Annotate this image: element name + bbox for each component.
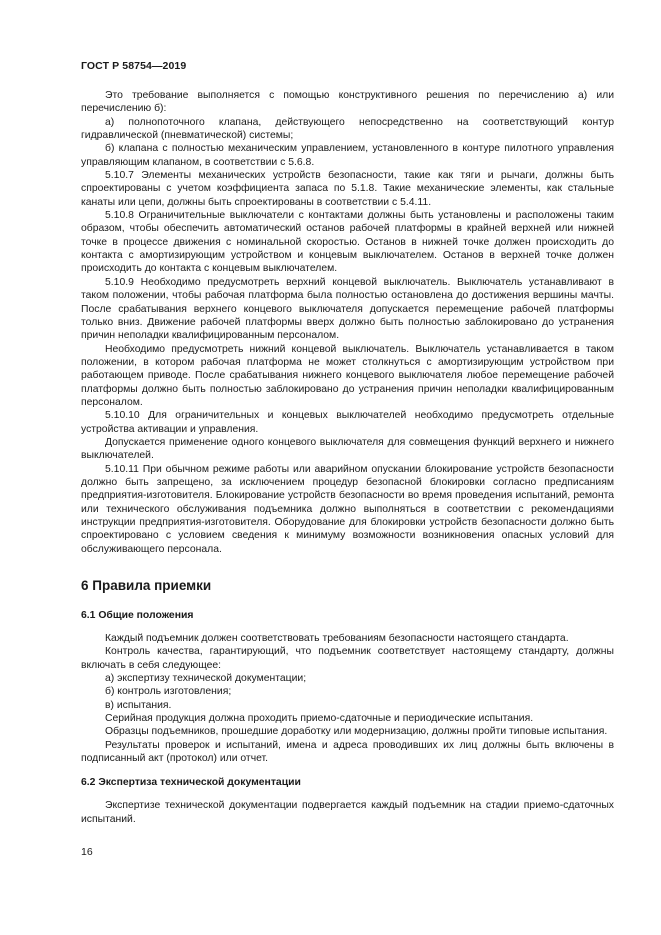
paragraph-requirement: Это требование выполняется с помощью конструктивного решения по перечислению а) или перечислению б): <box>81 90 614 115</box>
paragraph-6-1-d: Образцы подъемников, прошедшие доработку или модернизацию, должны пройти типовые испытания. <box>105 726 608 738</box>
paragraph-5-10-7: 5.10.7 Элементы механических устройств безопасности, такие как тяги и рычаги, должны быть спроектированы с учетом коэффициента запаса по 5.1.8. Такие механические элементы, как стальные канаты или цепи, должны быть спроектированы в соответствии с 5.4.11. <box>81 170 614 208</box>
paragraph-lower-switch: Необходимо предусмотреть нижний концевой выключатель. Выключатель устанавливается в таком положении, в котором рабочая платформа не может столкнуться с амортизирующим устройством при работающем приводе. После срабатывания нижнего концевого выключателя любое перемещение рабочей платформы должно быть полностью заблокировано до устранения причин неполадки квалифицированным персоналом. <box>81 343 614 408</box>
paragraph-6-1-b: Контроль качества, гарантирующий, что подъемник соответствует настоящему стандарту, должны включать в себя следующее: <box>81 646 614 671</box>
section-6-title: 6 Правила приемки <box>81 578 212 594</box>
section-6-1-title: 6.1 Общие положения <box>81 610 194 622</box>
paragraph-5-10-10: 5.10.10 Для ограничительных и концевых выключателей необходимо предусмотреть отдельные устройства активации и управления. <box>81 410 614 435</box>
paragraph-6-2-a: Экспертизе технической документации подвергается каждый подъемник на стадии приемо-сдаточных испытаний. <box>81 800 614 825</box>
section-6-2-title: 6.2 Экспертиза технической документации <box>81 777 301 789</box>
paragraph-6-1-e: Результаты проверок и испытаний, имена и адреса проводивших их лиц должны быть включены в подписанный акт (протокол) или отчет. <box>81 739 614 765</box>
paragraph-5-10-11: 5.10.11 При обычном режиме работы или аварийном опускании блокирование устройств безопасности должно быть запрещено, за исключением процедур безопасной блокировки согласно предписаниям предприятия-изготовителя. Блокирование устройств безопасности во время проведения испытаний, ремонта или технического обслуживания подъемника должно выполняться в соответствии с рекомендациями инструкции предприятия-изготовителя. Оборудование для блокировки устройств безопасности должно быть спроектировано с условием сведения к минимуму возможности возникновения опасных условий для обслуживающего персонала. <box>81 463 614 555</box>
paragraph-6-1-c: Серийная продукция должна проходить приемо-сдаточные и периодические испытания. <box>105 713 534 725</box>
paragraph-single-switch: Допускается применение одного концевого выключателя для совмещения функций верхнего и нижнего выключателей. <box>81 436 614 462</box>
body-text <box>81 89 614 826</box>
paragraph-5-10-9: 5.10.9 Необходимо предусмотреть верхний концевой выключатель. Выключатель устанавливают в таком положении, чтобы рабочая платформа была полностью остановлена до достижения вершины мачты. После срабатывания верхнего концевого выключателя допускается перемещение рабочей платформы только вниз. Движение рабочей платформы вверх должно быть полностью заблокировано до устранения причин неполадки квалифицированным персоналом. <box>81 276 614 342</box>
page-number: 16 <box>81 846 93 858</box>
paragraph-6-1-list-a: а) экспертизу технической документации; <box>105 673 307 685</box>
paragraph-6-1-a: Каждый подъемник должен соответствовать требованиям безопасности настоящего стандарта. <box>105 633 569 645</box>
paragraph-item-b: б) клапана с полностью механическим управлением, установленного в контуре пилотного управления управляющим клапаном, в соответствии с 5.6.8. <box>81 143 614 168</box>
paragraph-5-10-8: 5.10.8 Ограничительные выключатели с контактами должны быть установлены и расположены таким образом, чтобы обеспечить автоматический останов рабочей платформы в крайней верхней или нижней точке в процессе движения с номинальной скоростью. Останов в нижней точке должен происходить до контакта с амортизирующим устройством и концевым выключателем. Останов в верхней точке должен происходить до контакта с концевым выключателем. <box>81 210 614 275</box>
paragraph-6-1-list-b: б) контроль изготовления; <box>105 686 232 698</box>
paragraph-item-a: а) полнопоточного клапана, действующего непосредственно на соответствующий контур гидравлической (пневматической) системы; <box>81 116 614 142</box>
paragraph-6-1-list-c: в) испытания. <box>105 699 172 711</box>
standard-header: ГОСТ Р 58754—2019 <box>81 60 187 72</box>
